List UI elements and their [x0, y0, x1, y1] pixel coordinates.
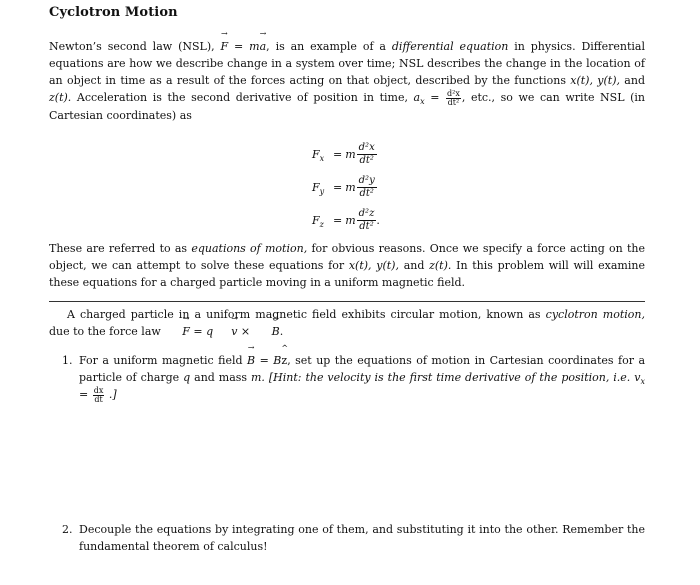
- z-unit-vector-symbol: ^ z: [281, 352, 287, 369]
- equation-fraction: [357, 175, 377, 200]
- fraction-denominator: dt²: [447, 97, 460, 107]
- emphasis-equations-of-motion: equations of motion,: [191, 242, 308, 255]
- law-mass-symbol: = m: [228, 40, 260, 53]
- function-xy: x(t), y(t),: [348, 259, 399, 272]
- velocity-vector-symbol: → v: [213, 323, 237, 340]
- section-divider: [49, 301, 645, 302]
- fraction-denominator: dt: [94, 394, 103, 404]
- field-magnitude: = B: [255, 354, 282, 367]
- item-text-2: , set up the equations of motion in Cartesian coordinates for a particle of charge: [79, 354, 646, 384]
- intro-text-5: Acceleration is the second derivative of position in time,: [71, 91, 414, 104]
- intro-text-1: Newton’s second law (NSL),: [49, 40, 221, 53]
- equations-of-motion-paragraph: [49, 240, 645, 291]
- magnetic-field-vector-symbol: → B: [247, 352, 255, 369]
- fraction-numerator: d²x: [447, 88, 460, 98]
- intro-text-2: , is an example of a: [266, 40, 392, 53]
- hint-end: .]: [105, 388, 117, 401]
- equation-numerator: d²y: [358, 174, 375, 186]
- equation-subscript: x: [319, 153, 325, 163]
- acceleration-symbol: a: [413, 91, 421, 104]
- hint-text: [Hint: the velocity is the first time derivative of the position, i.e.: [264, 371, 635, 384]
- after-text-1: These are referred to as: [49, 242, 192, 255]
- equation-denominator: dt²: [359, 220, 374, 232]
- equation-lhs: F: [312, 213, 320, 227]
- list-item-number: 2.: [62, 523, 73, 536]
- intro-text-6: , etc., so we can write NSL (in Cartesian coordinates) as: [49, 91, 645, 122]
- inline-fraction-dx-dt: [93, 387, 105, 404]
- magnetic-field-vector-symbol: → B: [254, 323, 280, 340]
- velocity-equals: =: [79, 388, 92, 401]
- fraction-numerator: dx: [93, 385, 104, 395]
- intro-paragraph: [49, 38, 645, 124]
- velocity-subscript: x: [640, 377, 645, 387]
- acceleration-equals: =: [424, 91, 446, 104]
- equation-tail: .: [376, 213, 380, 227]
- equation-x: [312, 138, 377, 170]
- intro-text-3: in physics. Differential equations are how we describe change in a system over time; NSL describes the change in the location of an object in time as a result of the forces acting on that object, described by the functions: [49, 40, 645, 87]
- equation-lhs: F: [312, 147, 320, 161]
- item-text-3: and mass: [190, 371, 251, 384]
- function-xy: x(t), y(t),: [570, 74, 620, 87]
- velocity-symbol: v: [634, 371, 641, 384]
- equation-fraction: [357, 208, 377, 233]
- charge-symbol: q: [183, 371, 191, 384]
- force-vector-symbol: → F: [221, 38, 229, 55]
- equation-mass: m: [345, 180, 356, 194]
- problem-text-end: .: [279, 325, 284, 338]
- equation-denominator: dt²: [359, 154, 374, 166]
- equation-lhs: F: [312, 180, 320, 194]
- document-title: Cyclotron Motion: [49, 5, 178, 20]
- equation-denominator: dt²: [359, 187, 374, 199]
- equation-numerator: d²z: [358, 207, 375, 219]
- after-text-4: In this problem will will examine these equations for a charged particle moving in a uniform magnetic field.: [49, 259, 645, 289]
- equation-equals: =: [333, 213, 343, 227]
- equation-y: [312, 171, 377, 203]
- equation-z: [312, 204, 380, 236]
- equation-mass: m: [345, 213, 356, 227]
- emphasis-cyclotron-motion: cyclotron motion,: [545, 308, 645, 321]
- equation-equals: =: [333, 180, 343, 194]
- after-text-2: for obvious reasons. Once we specify a force acting on the object, we can attempt to solve these equations for: [49, 242, 645, 272]
- function-z: z(t).: [429, 259, 452, 272]
- equation-subscript: y: [319, 186, 325, 196]
- acceleration-vector-symbol: → a: [260, 38, 267, 55]
- emphasis-differential-equation: differential equation: [391, 40, 509, 53]
- list-item: [62, 352, 646, 404]
- problem-statement: [49, 306, 645, 340]
- function-z: z(t).: [49, 91, 72, 104]
- problem-text-1: A charged particle in a uniform magnetic field exhibits circular motion, known as: [67, 308, 546, 321]
- intro-text-4: and: [620, 74, 645, 87]
- list-item-number: 1.: [62, 354, 73, 367]
- cross-product-symbol: ×: [237, 325, 254, 338]
- inline-fraction-d2x-dt2: [446, 90, 461, 107]
- item-text-1: For a uniform magnetic field: [79, 354, 248, 367]
- mass-symbol: m.: [251, 371, 265, 384]
- equation-equals: =: [333, 147, 343, 161]
- equation-numerator: d²x: [358, 141, 375, 153]
- item-text: Decouple the equations by integrating one of them, and substituting it into the other. Remember the fundamental theorem of calculus!: [79, 523, 645, 553]
- equation-mass: m: [345, 147, 356, 161]
- equation-subscript: z: [319, 219, 324, 229]
- equation-fraction: [357, 142, 377, 167]
- problem-text-2: due to the force law: [49, 325, 165, 338]
- after-text-3: and: [398, 259, 430, 272]
- force-law-charge: = q: [189, 325, 214, 338]
- force-vector-symbol: → F: [164, 323, 190, 340]
- list-item: [62, 521, 645, 555]
- acceleration-subscript: x: [420, 97, 425, 107]
